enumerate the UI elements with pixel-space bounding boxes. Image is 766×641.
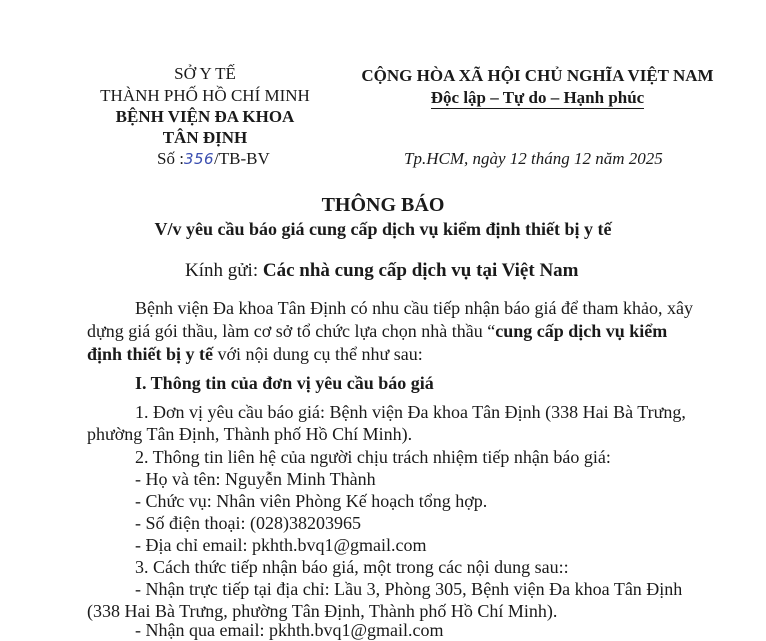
recipient-name: Các nhà cung cấp dịch vụ tại Việt Nam xyxy=(262,260,579,281)
hospital-name-line2: TÂN ĐỊNH xyxy=(162,128,248,147)
section-1-heading: I. Thông tin của đơn vị yêu cầu báo giá xyxy=(135,373,434,393)
recipient xyxy=(185,260,579,282)
item-1-line-1: 1. Đơn vị yêu cầu báo giá: Bệnh viện Đa khoa Tân Định (338 Hai Bà Trưng, xyxy=(135,402,686,422)
nation-title: CỘNG HÒA XÃ HỘI CHỦ NGHĨA VIỆT NAM xyxy=(361,66,714,85)
item-2: 2. Thông tin liên hệ của người chịu trách nhiệm tiếp nhận báo giá: xyxy=(135,447,611,467)
city-name: THÀNH PHỐ HỒ CHÍ MINH xyxy=(100,86,310,105)
item-3: 3. Cách thức tiếp nhận báo giá, một trong các nội dung sau:: xyxy=(135,557,569,577)
recipient-label: Kính gửi: xyxy=(185,260,259,281)
motto-text: Độc lập – Tự do – Hạnh phúc xyxy=(430,88,645,107)
doc-no-handwritten: 356 xyxy=(183,150,215,168)
contact-name: - Họ và tên: Nguyễn Minh Thành xyxy=(135,469,376,489)
hospital-name-line1: BỆNH VIỆN ĐA KHOA xyxy=(115,107,295,126)
direct-delivery-line-1: - Nhận trực tiếp tại địa chỉ: Lầu 3, Phòng 305, Bệnh viện Đa khoa Tân Định xyxy=(135,579,683,599)
place-date: Tp.HCM, ngày 12 tháng 12 năm 2025 xyxy=(404,149,663,168)
intro-line-2-text: dựng giá gói thầu, làm cơ sở tổ chức lựa chọn nhà thầu “ xyxy=(87,321,496,341)
notice-title: THÔNG BÁO xyxy=(321,194,445,216)
intro-line-2-bold: cung cấp dịch vụ kiểm xyxy=(495,321,668,341)
contact-phone: - Số điện thoại: (028)38203965 xyxy=(135,513,361,533)
notice-subject: V/v yêu cầu báo giá cung cấp dịch vụ kiểm định thiết bị y tế xyxy=(154,219,612,239)
item-1-line-2: phường Tân Định, Thành phố Hồ Chí Minh). xyxy=(87,424,413,444)
intro-line-3-bold: định thiết bị y tế xyxy=(87,344,214,364)
ministry-name: SỞ Y TẾ xyxy=(174,64,236,83)
intro-line-3-text: với nội dung cụ thể như sau: xyxy=(213,344,423,364)
intro-line-1: Bệnh viện Đa khoa Tân Định có nhu cầu tiếp nhận báo giá để tham khảo, xây xyxy=(135,298,694,318)
email-delivery-cut: - Nhận qua email: pkhth.bvq1@gmail.com xyxy=(135,620,444,640)
doc-no-prefix: Số : xyxy=(157,149,184,168)
contact-email: - Địa chỉ email: pkhth.bvq1@gmail.com xyxy=(135,535,427,555)
doc-no-suffix: /TB-BV xyxy=(214,149,270,168)
intro-line-2 xyxy=(87,321,667,342)
direct-delivery-line-2: (338 Hai Bà Trưng, phường Tân Định, Thành phố Hồ Chí Minh). xyxy=(87,601,558,621)
document-number xyxy=(157,149,270,169)
contact-position: - Chức vụ: Nhân viên Phòng Kế hoạch tổng hợp. xyxy=(135,491,488,511)
intro-line-3 xyxy=(87,344,423,365)
motto xyxy=(340,88,735,108)
